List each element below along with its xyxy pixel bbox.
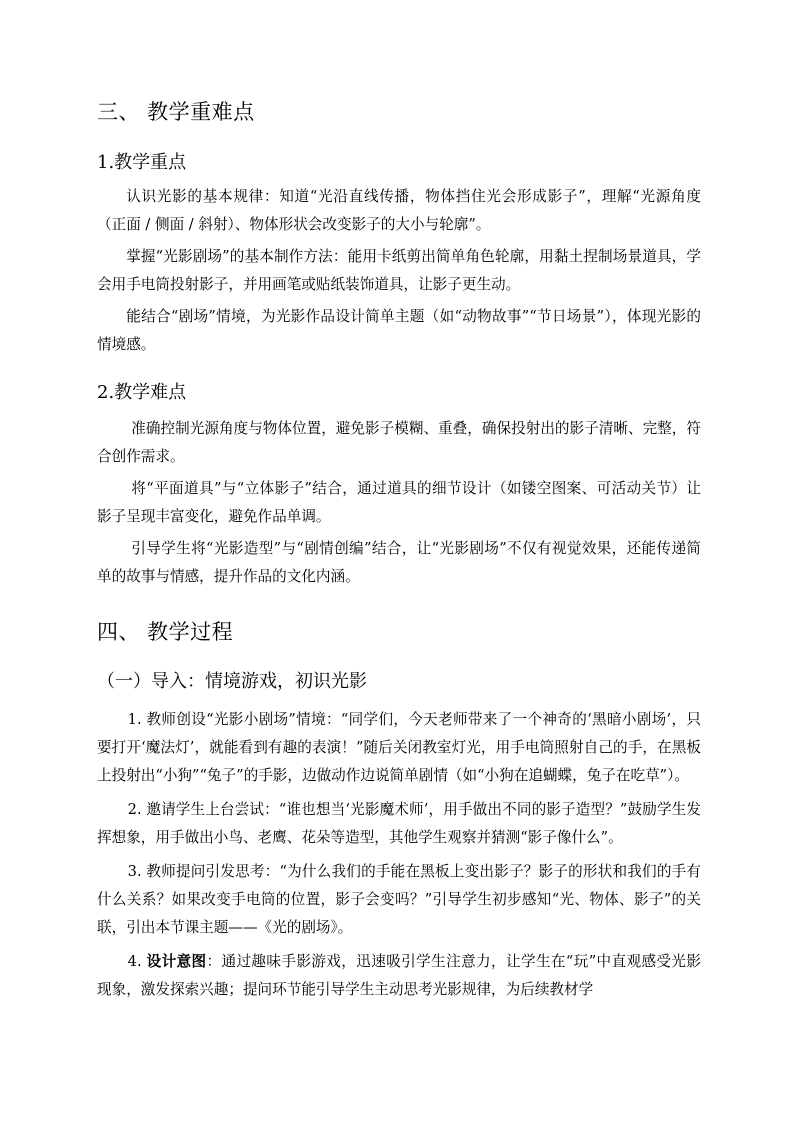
design-intent-item (97, 948, 701, 1004)
list-item: 1. 教师创设“光影小剧场”情境：“同学们，今天老师带来了一个神奇的‘黑暗小剧场’，只要打开‘魔法灯’，就能看到有趣的表演！”随后关闭教室灯光，用手电筒照射自己的手，在黑板上投射出“小狗”“兔子”的手影，边做动作边说简单剧情（如“小狗在追蝴蝶，兔子在吃草”）。 (97, 711, 701, 784)
subheading-key-points: 1.教学重点 (97, 152, 187, 173)
paragraph: 认识光影的基本规律：知道“光沿直线传播，物体挡住光会形成影子”，理解“光源角度（正面 / 侧面 / 斜射）、物体形状会改变影子的大小与轮廓”。 (97, 188, 701, 233)
subheading-introduction: （一）导入：情境游戏，初识光影 (97, 671, 367, 692)
document-page (97, 94, 701, 1004)
paragraph: 准确控制光源角度与物体位置，避免影子模糊、重叠，确保投射出的影子清晰、完整，符合创作需求。 (97, 420, 701, 465)
design-intent-number: 4. (127, 953, 147, 970)
section-heading-teaching-process: 四、 教学过程 (97, 620, 234, 644)
section-heading-key-difficult-points: 三、 教学重难点 (97, 100, 255, 124)
design-intent-text: ：通过趣味手影游戏，迅速吸引学生注意力，让学生在“玩”中直观感受光影现象，激发探索兴趣；提问环节能引导学生主动思考光影规律，为后续教材学 (97, 953, 701, 998)
paragraph: 掌握“光影剧场”的基本制作方法：能用卡纸剪出简单角色轮廓，用黏土捏制场景道具，学会用手电筒投射影子，并用画笔或贴纸装饰道具，让影子更生动。 (97, 248, 701, 293)
list-item: 2. 邀请学生上台尝试：“谁也想当‘光影魔术师’，用手做出不同的影子造型？”鼓励学生发挥想象，用手做出小鸟、老鹰、花朵等造型，其他学生观察并猜测“影子像什么”。 (97, 801, 701, 846)
list-item: 3. 教师提问引发思考：“为什么我们的手能在黑板上变出影子？影子的形状和我们的手有什么关系？如果改变手电筒的位置，影子会变吗？”引导学生初步感知“光、物体、影子”的关联，引出本节课主题——《光的剧场》。 (97, 863, 701, 936)
paragraph: 能结合“剧场”情境，为光影作品设计简单主题（如“动物故事”“节日场景”），体现光影的情境感。 (97, 308, 701, 353)
design-intent-label: 设计意图 (146, 953, 207, 970)
subheading-difficult-points: 2.教学难点 (97, 382, 187, 403)
paragraph: 将“平面道具”与“立体影子”结合，通过道具的细节设计（如镂空图案、可活动关节）让影子呈现丰富变化，避免作品单调。 (97, 480, 701, 525)
paragraph: 引导学生将“光影造型”与“剧情创编”结合，让“光影剧场”不仅有视觉效果，还能传递简单的故事与情感，提升作品的文化内涵。 (97, 540, 701, 585)
